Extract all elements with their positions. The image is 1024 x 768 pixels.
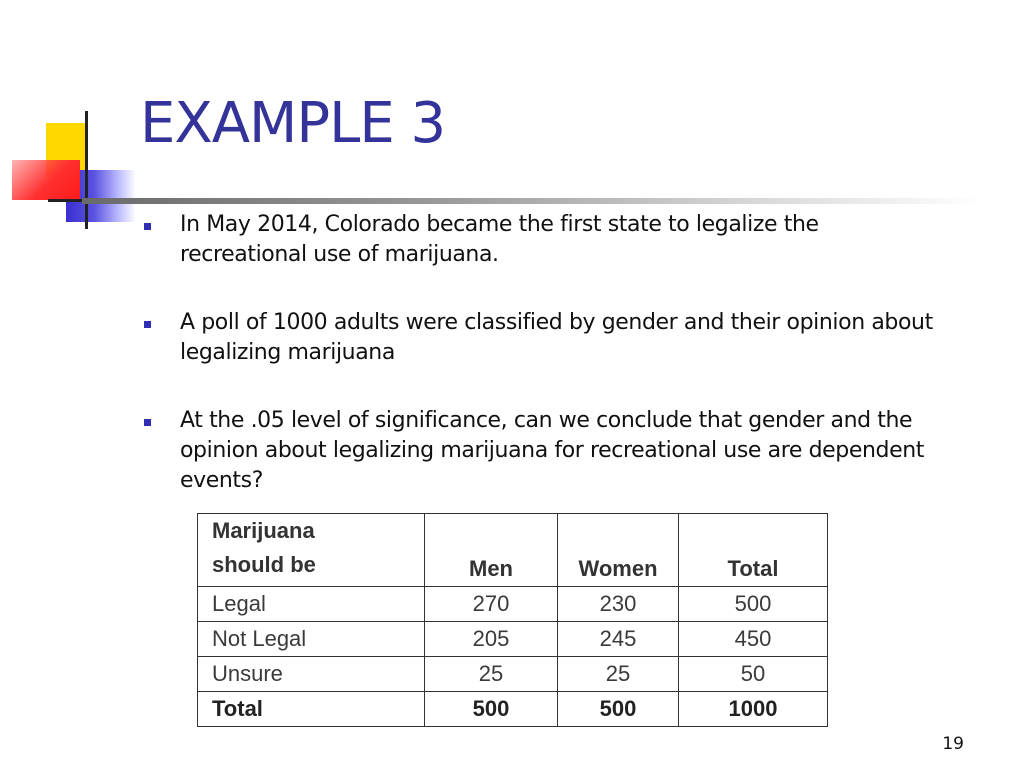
table-cell: 500	[679, 587, 828, 622]
table-header-cell: Men	[425, 514, 558, 587]
page-number: 19	[942, 734, 964, 754]
table-cell: 25	[558, 657, 679, 692]
bullet-list	[140, 210, 940, 534]
table-cell: Unsure	[198, 657, 425, 692]
contingency-table	[197, 513, 828, 727]
table-cell: 500	[425, 692, 558, 727]
header-line: Marijuana	[212, 518, 315, 543]
table-cell: Total	[198, 692, 425, 727]
table-cell: 230	[558, 587, 679, 622]
table-row	[198, 657, 828, 692]
logo-vertical-line	[85, 111, 88, 229]
table-cell: Legal	[198, 587, 425, 622]
table-cell: 450	[679, 622, 828, 657]
header-line: should be	[212, 552, 316, 577]
table-cell: 205	[425, 622, 558, 657]
table-cell: Not Legal	[198, 622, 425, 657]
table-cell: 25	[425, 657, 558, 692]
table-header-row	[198, 514, 828, 587]
table-cell: 500	[558, 692, 679, 727]
title-underline	[82, 198, 982, 204]
table-cell: 1000	[679, 692, 828, 727]
slide-title: EXAMPLE 3	[140, 91, 446, 156]
bullet-square-icon	[144, 419, 151, 426]
bullet-text: A poll of 1000 adults were classified by gender and their opinion about legalizing marijuana	[180, 310, 933, 365]
bullet-item	[140, 406, 940, 496]
bullet-item	[140, 308, 940, 368]
logo-red-square	[12, 160, 80, 200]
table-cell: 245	[558, 622, 679, 657]
bullet-square-icon	[144, 223, 151, 230]
table-cell: 50	[679, 657, 828, 692]
bullet-text: At the .05 level of significance, can we conclude that gender and the opinion about legalizing marijuana for recreational use are dependent events?	[180, 408, 925, 493]
table-row	[198, 587, 828, 622]
bullet-item	[140, 210, 940, 270]
bullet-square-icon	[144, 321, 151, 328]
table-row	[198, 622, 828, 657]
table-cell: 270	[425, 587, 558, 622]
bullet-text: In May 2014, Colorado became the first state to legalize the recreational use of marijuana.	[180, 212, 819, 267]
table-total-row	[198, 692, 828, 727]
table-header-cell: Women	[558, 514, 679, 587]
table-header-cell	[198, 514, 425, 587]
table-header-cell: Total	[679, 514, 828, 587]
